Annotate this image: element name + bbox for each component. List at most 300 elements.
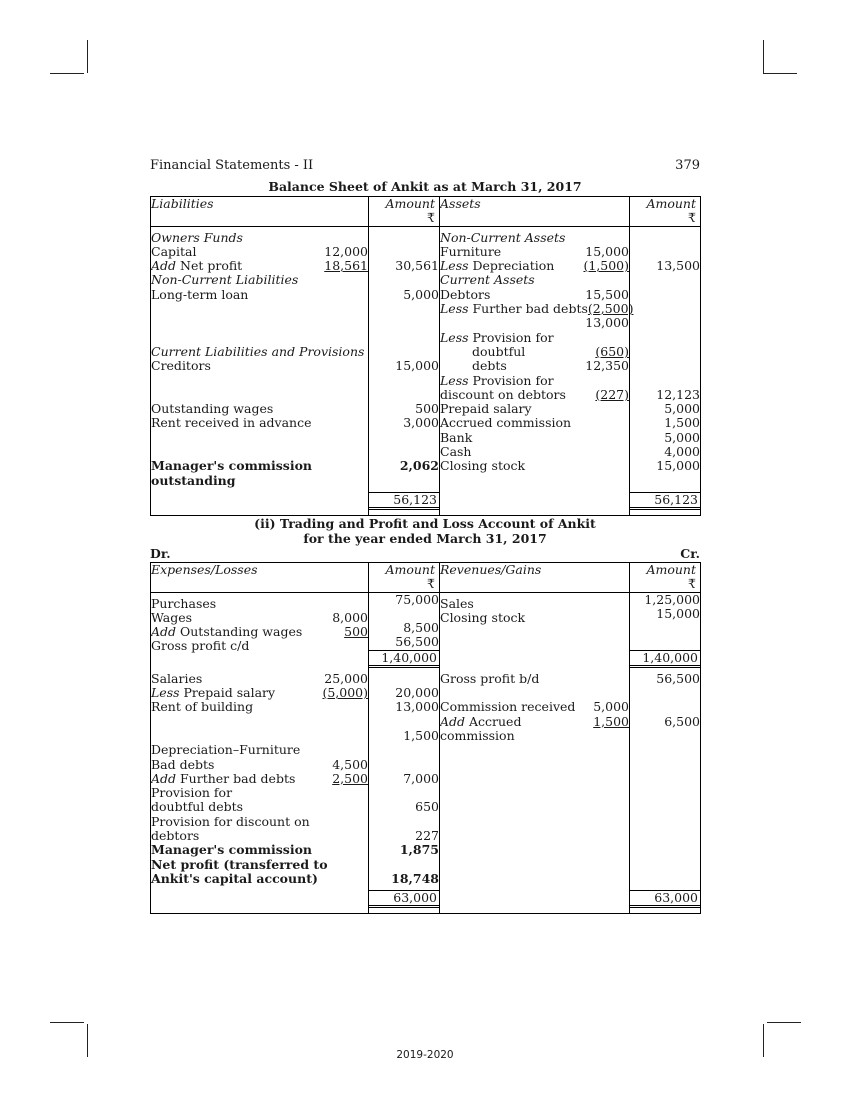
ledger-line — [151, 245, 368, 259]
line-inner-amount — [589, 273, 629, 287]
line-label: Bad debts — [151, 756, 215, 772]
line-label: Owners Funds — [151, 229, 243, 245]
amount-cell: 20,000 — [395, 685, 439, 701]
line-inner-amount — [589, 672, 629, 686]
line-inner-amount — [328, 402, 368, 416]
line-inner-amount — [589, 374, 629, 388]
amount-cell: 650 — [415, 799, 439, 815]
amount-cell: 12,123 — [656, 386, 700, 402]
line-inner-amount: 25,000 — [324, 670, 368, 686]
line-inner-amount: (227) — [595, 386, 629, 402]
col-expenses: Expenses/Losses — [151, 563, 369, 593]
line-inner-amount — [328, 331, 368, 345]
ledger-line — [151, 597, 368, 611]
line-inner-amount — [328, 800, 368, 814]
amount-cell: 7,000 — [403, 770, 439, 786]
line-inner-amount — [589, 611, 629, 625]
trading-expense-amounts — [369, 593, 439, 650]
balance-sheet-title: Balance Sheet of Ankit as at March 31, 2017 — [268, 179, 582, 194]
crop-mark — [87, 40, 88, 73]
line-label: Outstanding wages — [151, 401, 274, 417]
table-header-row — [151, 197, 701, 227]
amount-cell — [630, 345, 700, 359]
balance-sheet-body — [151, 226, 701, 492]
line-label: Add Accrued — [440, 713, 522, 729]
line-inner-amount — [589, 416, 629, 430]
crop-mark — [763, 40, 764, 73]
assets-amounts — [630, 226, 701, 492]
amount-cell — [369, 273, 439, 287]
ledger-line — [151, 611, 368, 625]
total-assets: 56,123 — [630, 492, 700, 510]
line-inner-amount — [328, 858, 368, 872]
ledger-line — [440, 800, 629, 814]
amount-cell: 2,062 — [399, 458, 439, 474]
ledger-line — [151, 686, 368, 700]
amount-cell — [369, 758, 439, 772]
ledger-line — [151, 402, 368, 416]
running-title: Financial Statements - II — [150, 158, 314, 173]
line-label: Manager's commission — [151, 842, 313, 858]
amount-cell — [369, 858, 439, 872]
amount-cell: 15,000 — [656, 605, 700, 621]
line-label: debts — [472, 358, 507, 374]
line-inner-amount — [328, 815, 368, 829]
line-label: Net profit (transferred to — [151, 856, 328, 872]
ledger-line — [151, 459, 368, 473]
line-label: Provision for — [151, 785, 233, 801]
line-inner-amount — [589, 858, 629, 872]
amount-cell: 15,000 — [395, 358, 439, 374]
amount-cell — [630, 858, 700, 872]
ledger-line — [151, 639, 368, 653]
ledger-line — [151, 829, 368, 843]
line-inner-amount — [589, 872, 629, 886]
amount-cell: 1,25,000 — [644, 591, 700, 607]
line-label: Provision for discount on — [151, 813, 310, 829]
ledger-line — [440, 758, 629, 772]
amount-cell — [630, 273, 700, 287]
ledger-line — [440, 245, 629, 259]
ledger-line — [440, 872, 629, 886]
line-label: Current Assets — [440, 272, 535, 288]
line-inner-amount — [328, 700, 368, 714]
line-inner-amount — [328, 374, 368, 388]
amount-cell — [630, 758, 700, 772]
line-inner-amount — [328, 743, 368, 757]
line-label: Current Liabilities and Provisions — [151, 343, 365, 359]
line-inner-amount — [589, 597, 629, 611]
ledger-line — [440, 474, 629, 488]
amount-cell — [369, 815, 439, 829]
ledger-line — [440, 402, 629, 416]
line-inner-amount: (5,000) — [322, 685, 368, 701]
ledger-line — [440, 686, 629, 700]
amount-cell — [630, 815, 700, 829]
ledger-line — [151, 743, 368, 757]
line-inner-amount — [328, 359, 368, 373]
line-label: Less Provision for — [440, 372, 554, 388]
ledger-line — [151, 625, 368, 639]
line-label: Capital — [151, 243, 197, 259]
col-amount: Amount ₹ — [630, 197, 701, 227]
line-inner-amount — [364, 345, 404, 359]
line-label: Wages — [151, 609, 193, 625]
pl-expenses — [151, 668, 369, 890]
ledger-line — [440, 700, 629, 714]
line-inner-amount — [328, 302, 368, 316]
line-inner-amount: 15,500 — [585, 286, 629, 302]
ledger-line — [440, 359, 629, 373]
ledger-line — [440, 815, 629, 829]
amount-cell — [630, 316, 700, 330]
amount-cell — [369, 245, 439, 259]
amount-cell — [630, 331, 700, 345]
line-label: Purchases — [151, 595, 217, 611]
line-inner-amount — [589, 231, 629, 245]
ledger-line — [151, 259, 368, 273]
amount-cell — [630, 772, 700, 786]
ledger-line — [440, 672, 629, 686]
amount-cell — [630, 288, 700, 302]
amount-cell: 4,000 — [664, 444, 700, 460]
ledger-line — [151, 331, 368, 345]
line-inner-amount — [328, 639, 368, 653]
ledger-line — [440, 445, 629, 459]
amount-cell — [369, 607, 439, 621]
ledger-line — [440, 715, 629, 729]
line-inner-amount — [328, 316, 368, 330]
ledger-line — [440, 772, 629, 786]
line-label: Accrued commission — [440, 415, 572, 431]
amount-cell: 5,000 — [664, 429, 700, 445]
amount-cell: 18,748 — [391, 870, 439, 886]
line-label: Non-Current Assets — [440, 229, 566, 245]
col-assets: Assets — [440, 197, 630, 227]
line-inner-amount: 8,000 — [332, 609, 368, 625]
line-inner-amount — [589, 772, 629, 786]
ledger-line — [151, 872, 368, 886]
amount-cell — [630, 245, 700, 259]
pl-total-right: 63,000 — [630, 890, 700, 908]
line-label: Add Net profit — [151, 258, 243, 274]
ledger-line — [151, 700, 368, 714]
line-inner-amount — [589, 331, 629, 345]
pl-revenues — [440, 668, 630, 890]
line-label: doubtful — [472, 343, 526, 359]
line-inner-amount: 15,000 — [585, 243, 629, 259]
amount-cell: 56,500 — [656, 670, 700, 686]
line-inner-amount — [589, 729, 629, 743]
ledger-line — [440, 288, 629, 302]
ledger-line — [151, 445, 368, 459]
amount-cell: 3,000 — [403, 415, 439, 431]
col-amount: Amount ₹ — [630, 563, 701, 593]
line-label: Non-Current Liabilities — [151, 272, 299, 288]
line-inner-amount — [589, 474, 629, 488]
col-amount: Amount ₹ — [369, 197, 440, 227]
amount-cell: 1,500 — [403, 727, 439, 743]
line-label: discount on debtors — [440, 386, 566, 402]
ledger-line — [151, 416, 368, 430]
ledger-line — [440, 331, 629, 345]
line-inner-amount — [328, 231, 368, 245]
ledger-line — [151, 786, 368, 800]
line-label: commission — [440, 727, 515, 743]
amount-cell: 500 — [415, 401, 439, 417]
ledger-line — [440, 374, 629, 388]
trading-total-left: 1,40,000 — [369, 650, 439, 668]
ledger-line — [151, 800, 368, 814]
ledger-line — [440, 259, 629, 273]
line-label: outstanding — [151, 472, 236, 488]
ledger-line — [151, 388, 368, 402]
ledger-line — [151, 729, 368, 743]
line-inner-amount — [328, 872, 368, 886]
ledger-line — [440, 597, 629, 611]
ledger-line — [440, 431, 629, 445]
ledger-line — [440, 743, 629, 757]
pl-revenue-amounts — [630, 668, 701, 890]
line-label: Add Further bad debts — [151, 770, 296, 786]
line-inner-amount — [328, 843, 368, 857]
amount-cell — [630, 729, 700, 743]
line-inner-amount — [589, 786, 629, 800]
line-inner-amount — [328, 445, 368, 459]
line-inner-amount: 4,500 — [332, 756, 368, 772]
amount-cell: 5,000 — [403, 286, 439, 302]
ledger-line — [440, 829, 629, 843]
trading-expenses — [151, 592, 369, 668]
amount-cell: 8,500 — [403, 620, 439, 636]
assets-column — [440, 226, 634, 492]
amount-cell — [630, 359, 700, 373]
amount-cell — [369, 302, 439, 316]
ledger-line — [151, 815, 368, 829]
line-inner-amount: (1,500) — [583, 258, 629, 274]
ledger-line — [151, 858, 368, 872]
line-inner-amount — [589, 445, 629, 459]
line-inner-amount — [589, 459, 629, 473]
line-label: doubtful debts — [151, 799, 244, 815]
table-header-row — [151, 563, 701, 593]
pl-title-line2: for the year ended March 31, 2017 — [303, 531, 547, 546]
line-label: Creditors — [151, 358, 211, 374]
line-inner-amount: (650) — [595, 343, 629, 359]
ledger-line — [151, 345, 368, 359]
line-inner-amount — [589, 686, 629, 700]
amount-cell — [369, 715, 439, 729]
ledger-line — [151, 715, 368, 729]
line-label: Depreciation–Furniture — [151, 742, 301, 758]
amount-cell — [369, 743, 439, 757]
ledger-line — [151, 359, 368, 373]
amount-cell — [369, 431, 439, 445]
amount-cell — [369, 231, 439, 245]
line-inner-amount — [328, 431, 368, 445]
amount-cell: 227 — [415, 828, 439, 844]
line-inner-amount — [589, 800, 629, 814]
line-label: Closing stock — [440, 609, 526, 625]
line-label: Add Outstanding wages — [151, 624, 303, 640]
line-inner-amount — [589, 625, 629, 639]
line-inner-amount — [328, 273, 368, 287]
amount-cell — [630, 743, 700, 757]
amount-cell — [630, 686, 700, 700]
ledger-line — [440, 625, 629, 639]
amount-cell — [369, 672, 439, 686]
crop-mark — [50, 73, 84, 74]
amount-cell — [630, 635, 700, 649]
amount-cell: 13,500 — [656, 258, 700, 274]
line-inner-amount — [328, 729, 368, 743]
amount-cell — [630, 872, 700, 886]
ledger-line — [151, 772, 368, 786]
line-label: Closing stock — [440, 458, 526, 474]
ledger-line — [151, 672, 368, 686]
line-inner-amount — [589, 743, 629, 757]
ledger-line — [440, 858, 629, 872]
amount-cell: 1,875 — [399, 842, 439, 858]
line-label: Commission received — [440, 699, 576, 715]
line-label: Debtors — [440, 286, 491, 302]
line-inner-amount — [328, 288, 368, 302]
ledger-line — [440, 416, 629, 430]
line-label: Gross profit c/d — [151, 638, 250, 654]
line-label: Less Provision for — [440, 329, 554, 345]
totals-row — [151, 890, 701, 914]
line-inner-amount: 13,000 — [585, 315, 629, 331]
ledger-line — [440, 231, 629, 245]
ledger-line — [151, 374, 368, 388]
amount-cell — [630, 374, 700, 388]
line-inner-amount — [328, 388, 368, 402]
ledger-line — [151, 431, 368, 445]
ledger-line — [440, 729, 629, 743]
line-inner-amount — [328, 786, 368, 800]
line-label: debtors — [151, 828, 200, 844]
line-inner-amount: 12,350 — [585, 358, 629, 374]
ledger-line — [151, 288, 368, 302]
ledger-line — [440, 316, 629, 330]
amount-cell — [369, 474, 439, 488]
line-inner-amount — [328, 459, 368, 473]
amount-cell: 15,000 — [656, 458, 700, 474]
line-inner-amount: 2,500 — [332, 770, 368, 786]
line-label: Salaries — [151, 670, 203, 686]
line-label: Less Prepaid salary — [151, 685, 276, 701]
trading-revenue-amounts — [630, 593, 700, 650]
amount-cell — [369, 374, 439, 388]
amount-cell — [630, 843, 700, 857]
line-label: Long-term loan — [151, 286, 249, 302]
ledger-line — [151, 316, 368, 330]
line-label: Bank — [440, 429, 473, 445]
amount-cell — [369, 331, 439, 345]
line-inner-amount — [589, 758, 629, 772]
liabilities-column — [151, 226, 369, 492]
cr-label: Cr. — [680, 546, 700, 561]
amount-cell: 1,500 — [664, 415, 700, 431]
trading-revenues — [440, 592, 630, 668]
ledger-line — [151, 843, 368, 857]
amount-cell: 13,000 — [395, 699, 439, 715]
ledger-line — [151, 231, 368, 245]
line-inner-amount: 18,561 — [324, 258, 368, 274]
amount-cell: 56,500 — [395, 634, 439, 650]
crop-mark — [763, 73, 797, 74]
line-inner-amount — [328, 416, 368, 430]
amount-cell: 6,500 — [664, 713, 700, 729]
crop-mark — [50, 1022, 84, 1023]
totals-row — [151, 492, 701, 516]
pl-expense-amounts — [369, 668, 440, 890]
line-label: Gross profit b/d — [440, 670, 540, 686]
pl-title-line1: (ii) Trading and Profit and Loss Account of Ankit — [254, 516, 596, 531]
ledger-line — [151, 474, 368, 488]
line-label: Furniture — [440, 243, 502, 259]
ledger-line — [440, 345, 629, 359]
line-inner-amount — [589, 431, 629, 445]
line-inner-amount — [328, 597, 368, 611]
amount-cell — [630, 800, 700, 814]
line-inner-amount — [589, 639, 629, 653]
crop-mark — [767, 1022, 801, 1023]
ledger-line — [151, 273, 368, 287]
total-liabilities: 56,123 — [369, 492, 439, 510]
page-number: 379 — [675, 158, 700, 173]
line-inner-amount — [589, 815, 629, 829]
ledger-line — [151, 758, 368, 772]
amount-cell — [630, 829, 700, 843]
amount-cell: 5,000 — [664, 401, 700, 417]
ledger-line — [440, 388, 629, 402]
trading-total-right: 1,40,000 — [630, 650, 700, 668]
line-inner-amount — [328, 474, 368, 488]
ledger-line — [440, 639, 629, 653]
ledger-line — [440, 273, 629, 287]
dr-label: Dr. — [150, 546, 171, 561]
line-inner-amount — [328, 829, 368, 843]
line-label: Less Further bad debts — [440, 301, 588, 317]
amount-cell — [630, 786, 700, 800]
amount-cell — [630, 302, 700, 316]
ledger-line — [440, 611, 629, 625]
trading-section — [151, 592, 701, 668]
col-liabilities: Liabilities — [151, 197, 369, 227]
ledger-line — [151, 302, 368, 316]
ledger-line — [440, 843, 629, 857]
ledger-line — [440, 786, 629, 800]
line-label: Manager's commission — [151, 458, 313, 474]
line-label: Sales — [440, 595, 474, 611]
line-inner-amount — [589, 402, 629, 416]
line-label: Cash — [440, 444, 472, 460]
col-amount: Amount ₹ — [369, 563, 440, 593]
amount-cell — [369, 316, 439, 330]
line-inner-amount: (2,500) — [587, 301, 634, 317]
amount-cell — [369, 786, 439, 800]
amount-cell — [369, 388, 439, 402]
amount-cell: 30,561 — [395, 258, 439, 274]
ledger-line — [440, 459, 629, 473]
line-inner-amount — [589, 829, 629, 843]
balance-sheet-table — [150, 196, 701, 516]
line-label: Less Depreciation — [440, 258, 555, 274]
line-inner-amount — [328, 715, 368, 729]
footer-year: 2019-2020 — [396, 1049, 454, 1061]
pl-total-left: 63,000 — [369, 890, 439, 908]
